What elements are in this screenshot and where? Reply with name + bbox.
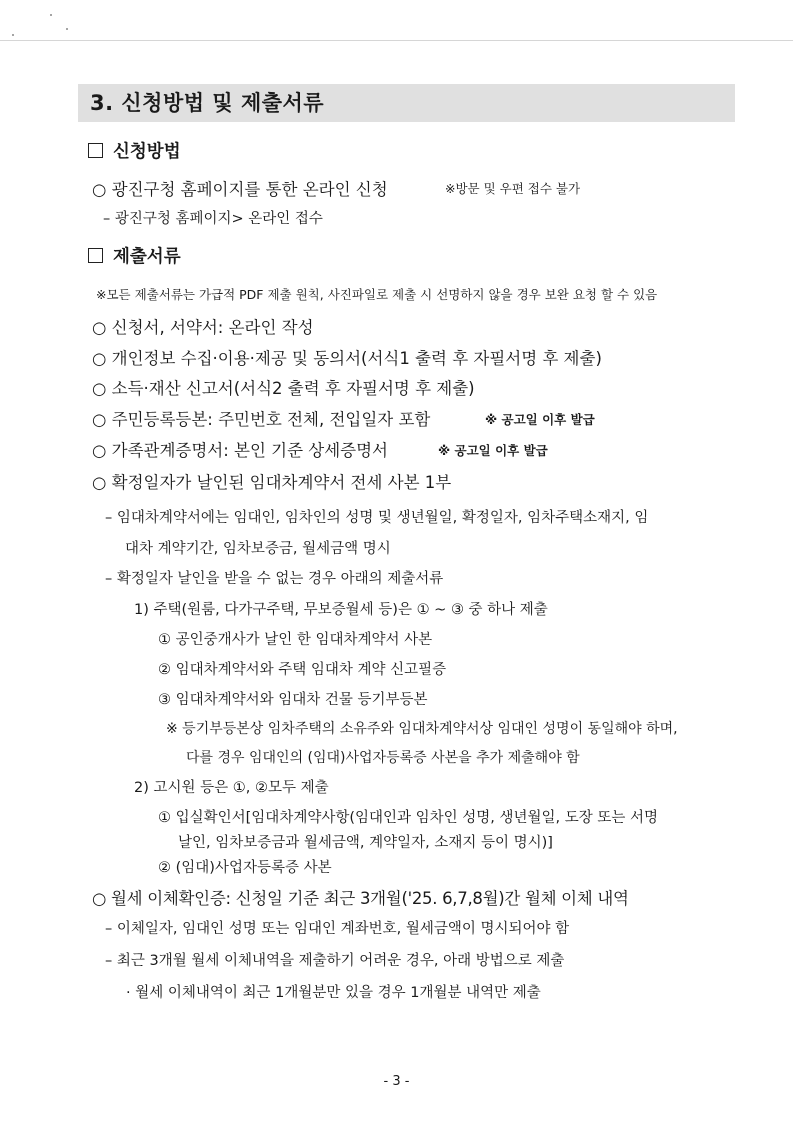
lease-case-2-item-1b: 날인, 임차보증금과 월세금액, 계약일자, 소재지 등이 명시)] xyxy=(178,835,553,851)
lease-dash-1a: – 임대차계약서에는 임대인, 임차인의 성명 및 생년월일, 확정일자, 임차주택소재지, 임 xyxy=(105,510,649,526)
doc-item-rent: ○ 월세 이체확인증: 신청일 기준 최근 3개월('25. 6,7,8월)간 월체 이체 내역 xyxy=(92,889,629,908)
apply-heading-text: 신청방법 xyxy=(113,142,181,162)
docs-notice: ※모든 제출서류는 가급적 PDF 제출 원칙, 사진파일로 제출 시 선명하지 않을 경우 보완 요청 할 수 있음 xyxy=(96,287,658,302)
rent-dash-2: – 최근 3개월 월세 이체내역을 제출하기 어려운 경우, 아래 방법으로 제출 xyxy=(105,953,565,969)
lease-case-1-note-b: 다를 경우 임대인의 (임대)사업자등록증 사본을 추가 제출해야 함 xyxy=(186,750,580,766)
scan-speck xyxy=(12,34,14,36)
doc-item-family-note: ※ 공고일 이후 발급 xyxy=(438,443,548,458)
lease-case-1: 1) 주택(원룸, 다가구주택, 무보증월세 등)은 ① ~ ③ 중 하나 제출 xyxy=(134,602,548,618)
doc-item: ○ 소득·재산 신고서(서식2 출력 후 자필서명 후 제출) xyxy=(92,379,475,398)
doc-item: ○ 신청서, 서약서: 온라인 작성 xyxy=(92,318,314,337)
apply-heading xyxy=(88,138,181,163)
lease-dash-2: – 확정일자 날인을 받을 수 없는 경우 아래의 제출서류 xyxy=(105,571,444,587)
rent-dash-1: – 이체일자, 임대인 성명 또는 임대인 계좌번호, 월세금액이 명시되어야 함 xyxy=(105,921,570,937)
doc-item-family: ○ 가족관계증명서: 본인 기준 상세증명서 xyxy=(92,441,388,460)
lease-case-2-item-2: ② (임대)사업자등록증 사본 xyxy=(158,860,332,876)
rent-bullet: · 월세 이체내역이 최근 1개월분만 있을 경우 1개월분 내역만 제출 xyxy=(126,985,541,1001)
lease-case-1-item: ② 임대차계약서와 주택 임대차 계약 신고필증 xyxy=(158,662,447,678)
checkbox-square-icon xyxy=(88,143,103,158)
lease-case-1-note-a: ※ 등기부등본상 임차주택의 소유주와 임대차계약서상 임대인 성명이 동일해야 하며, xyxy=(166,721,678,737)
apply-sub: – 광진구청 홈페이지> 온라인 접수 xyxy=(103,211,323,227)
doc-item-lease: ○ 확정일자가 날인된 임대차계약서 전세 사본 1부 xyxy=(92,473,452,492)
scan-speck xyxy=(66,28,68,30)
lease-case-2-item-1a: ① 입실확인서[임대차계약사항(임대인과 임차인 성명, 생년월일, 도장 또는 서명 xyxy=(158,810,659,826)
page-number: - 3 - xyxy=(383,1074,410,1089)
lease-case-1-item: ③ 임대차계약서와 임대차 건물 등기부등본 xyxy=(158,692,428,708)
lease-case-1-item: ① 공인중개사가 날인 한 임대차계약서 사본 xyxy=(158,632,433,648)
doc-item: ○ 개인정보 수집·이용·제공 및 동의서(서식1 출력 후 자필서명 후 제출) xyxy=(92,349,602,368)
top-rule xyxy=(0,40,793,41)
lease-dash-1b: 대차 계약기간, 임차보증금, 월세금액 명시 xyxy=(125,541,391,557)
lease-case-2: 2) 고시원 등은 ①, ②모두 제출 xyxy=(134,780,329,796)
apply-item-note: ※방문 및 우편 접수 불가 xyxy=(445,181,581,196)
docs-heading xyxy=(88,243,181,268)
docs-heading-text: 제출서류 xyxy=(113,247,181,267)
scan-speck xyxy=(50,14,52,16)
section-title: 3. 신청방법 및 제출서류 xyxy=(78,84,735,122)
apply-item: ○ 광진구청 홈페이지를 통한 온라인 신청 xyxy=(92,180,388,199)
doc-item-resident: ○ 주민등록등본: 주민번호 전체, 전입일자 포함 xyxy=(92,410,431,429)
doc-item-resident-note: ※ 공고일 이후 발급 xyxy=(485,412,595,427)
checkbox-square-icon xyxy=(88,248,103,263)
